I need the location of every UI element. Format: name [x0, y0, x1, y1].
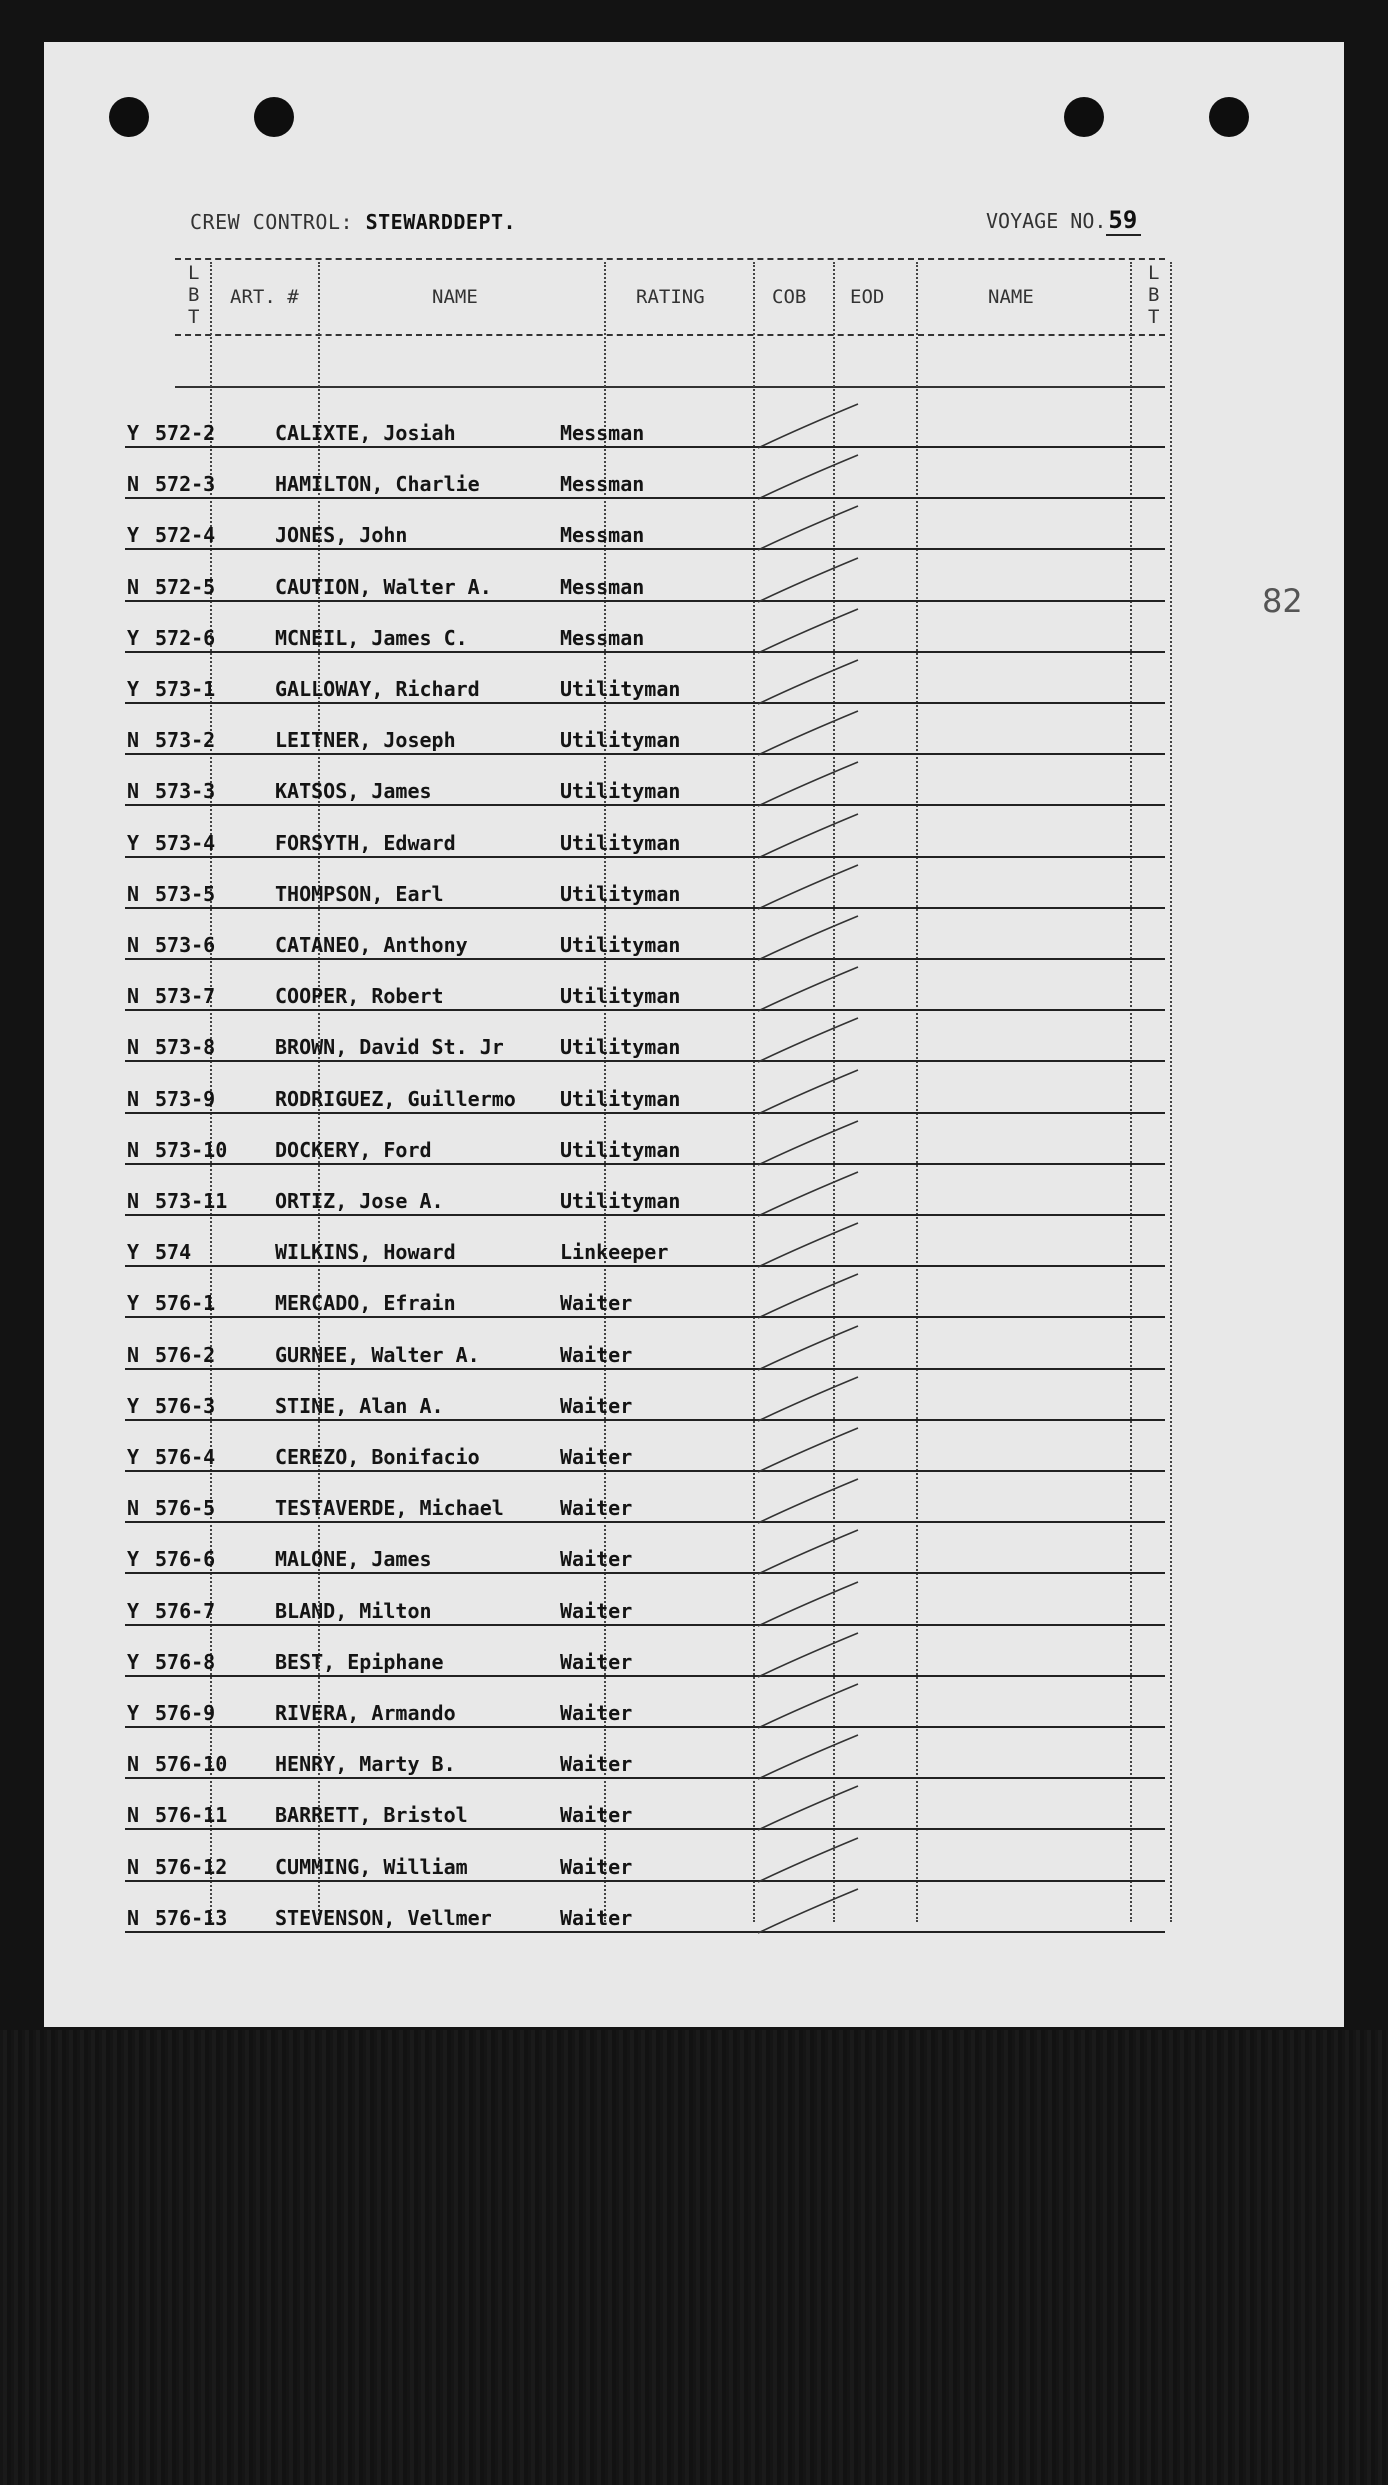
check-mark — [758, 865, 858, 909]
row-status: N — [127, 1087, 140, 1111]
row-status: Y — [127, 1650, 140, 1674]
article-number: 573-2 — [155, 728, 216, 752]
cob-column-header: COB — [772, 286, 807, 308]
article-number: 576-2 — [155, 1343, 216, 1367]
crew-name: BLAND, Milton — [275, 1599, 432, 1623]
crew-name: MALONE, James — [275, 1547, 432, 1571]
row-status: Y — [127, 831, 140, 855]
article-number: 572-5 — [155, 575, 216, 599]
row-status: N — [127, 1189, 140, 1213]
row-status: Y — [127, 421, 140, 445]
check-mark — [758, 1377, 858, 1421]
crew-rating: Utilityman — [560, 1138, 681, 1162]
check-mark — [758, 967, 858, 1011]
crew-rating: Waiter — [560, 1343, 633, 1367]
row-status: N — [127, 1343, 140, 1367]
rating-column-header: RATING — [636, 286, 705, 308]
crew-rating: Utilityman — [560, 677, 681, 701]
crew-rating: Utilityman — [560, 1087, 681, 1111]
crew-name: FORSYTH, Edward — [275, 831, 456, 855]
crew-rating: Utilityman — [560, 728, 681, 752]
crew-name: MCNEIL, James C. — [275, 626, 468, 650]
article-number: 573-5 — [155, 882, 216, 906]
crew-rating: Utilityman — [560, 1035, 681, 1059]
crew-rating: Messman — [560, 523, 645, 547]
check-mark — [758, 1018, 858, 1062]
article-number: 573-11 — [155, 1189, 228, 1213]
article-number: 574 — [155, 1240, 192, 1264]
row-status: Y — [127, 1394, 140, 1418]
check-mark — [758, 455, 858, 499]
crew-name: RIVERA, Armando — [275, 1701, 456, 1725]
crew-name: KATSOS, James — [275, 779, 432, 803]
check-mark — [758, 1223, 858, 1267]
crew-rating: Messman — [560, 626, 645, 650]
crew-rating: Waiter — [560, 1650, 633, 1674]
check-mark — [758, 506, 858, 550]
crew-name: GALLOWAY, Richard — [275, 677, 480, 701]
row-status: N — [127, 984, 140, 1008]
art-column-header: ART. # — [230, 286, 299, 308]
crew-rating: Waiter — [560, 1547, 633, 1571]
article-number: 576-4 — [155, 1445, 216, 1469]
department-name: STEWARDDEPT. — [365, 210, 517, 234]
row-status: Y — [127, 1701, 140, 1725]
crew-rating: Waiter — [560, 1599, 633, 1623]
crew-name: RODRIGUEZ, Guillermo — [275, 1087, 516, 1111]
crew-name: STINE, Alan A. — [275, 1394, 444, 1418]
check-mark — [758, 1582, 858, 1626]
row-status: Y — [127, 1445, 140, 1469]
crew-rating: Waiter — [560, 1445, 633, 1469]
article-number: 572-3 — [155, 472, 216, 496]
check-mark — [758, 404, 858, 448]
name2-column-header: NAME — [988, 286, 1034, 308]
voyage-number: 59 — [1106, 206, 1141, 236]
check-mark — [758, 1530, 858, 1574]
article-number: 572-6 — [155, 626, 216, 650]
crew-name: CEREZO, Bonifacio — [275, 1445, 480, 1469]
crew-rating: Waiter — [560, 1855, 633, 1879]
crew-rating: Waiter — [560, 1291, 633, 1315]
row-status: N — [127, 1035, 140, 1059]
check-mark — [758, 1633, 858, 1677]
article-number: 573-6 — [155, 933, 216, 957]
article-number: 576-13 — [155, 1906, 228, 1930]
crew-name: BARRETT, Bristol — [275, 1803, 468, 1827]
crew-rating: Utilityman — [560, 984, 681, 1008]
crew-name: LEITNER, Joseph — [275, 728, 456, 752]
row-status: N — [127, 1855, 140, 1879]
article-number: 576-9 — [155, 1701, 216, 1725]
row-status: N — [127, 933, 140, 957]
row-status: Y — [127, 1547, 140, 1571]
check-mark — [758, 1735, 858, 1779]
check-mark — [758, 1274, 858, 1318]
crew-rating: Messman — [560, 575, 645, 599]
row-status: N — [127, 1906, 140, 1930]
check-mark — [758, 1786, 858, 1830]
article-number: 576-10 — [155, 1752, 228, 1776]
article-number: 573-7 — [155, 984, 216, 1008]
margin-note: 82 — [1262, 582, 1303, 620]
row-status: N — [127, 575, 140, 599]
check-mark — [758, 1070, 858, 1114]
check-mark — [758, 558, 858, 602]
article-number: 573-1 — [155, 677, 216, 701]
row-status: N — [127, 728, 140, 752]
lbt-letter: B — [188, 284, 200, 306]
row-status: Y — [127, 626, 140, 650]
check-mark — [758, 762, 858, 806]
crew-name: GURNEE, Walter A. — [275, 1343, 480, 1367]
crew-name: STEVENSON, Vellmer — [275, 1906, 492, 1930]
crew-rating: Waiter — [560, 1496, 633, 1520]
check-mark — [758, 1428, 858, 1472]
article-number: 572-2 — [155, 421, 216, 445]
crew-rating: Utilityman — [560, 882, 681, 906]
crew-rating: Utilityman — [560, 779, 681, 803]
crew-rating: Utilityman — [560, 831, 681, 855]
crew-name: CATANEO, Anthony — [275, 933, 468, 957]
article-number: 576-6 — [155, 1547, 216, 1571]
row-status: Y — [127, 1599, 140, 1623]
row-status: N — [127, 1803, 140, 1827]
crew-name: TESTAVERDE, Michael — [275, 1496, 504, 1520]
row-status: N — [127, 472, 140, 496]
check-mark — [758, 609, 858, 653]
crew-name: DOCKERY, Ford — [275, 1138, 432, 1162]
crew-rating: Messman — [560, 472, 645, 496]
crew-rating: Waiter — [560, 1803, 633, 1827]
crew-name: COOPER, Robert — [275, 984, 444, 1008]
crew-control-label: CREW CONTROL: — [190, 210, 354, 234]
lbt-letter: B — [1148, 284, 1160, 306]
article-number: 576-1 — [155, 1291, 216, 1315]
crew-rating: Waiter — [560, 1394, 633, 1418]
lbt-letter: T — [188, 306, 200, 328]
crew-name: WILKINS, Howard — [275, 1240, 456, 1264]
row-status: N — [127, 882, 140, 906]
crew-name: CAUTION, Walter A. — [275, 575, 492, 599]
check-mark — [758, 1684, 858, 1728]
name-column-header: NAME — [432, 286, 478, 308]
article-number: 576-3 — [155, 1394, 216, 1418]
crew-rating: Waiter — [560, 1906, 633, 1930]
crew-name: CALIXTE, Josiah — [275, 421, 456, 445]
voyage-label: VOYAGE NO. — [986, 209, 1107, 233]
article-number: 573-3 — [155, 779, 216, 803]
article-number: 573-10 — [155, 1138, 228, 1162]
row-status: Y — [127, 677, 140, 701]
article-number: 576-12 — [155, 1855, 228, 1879]
row-status: N — [127, 779, 140, 803]
lbt-letter: T — [1148, 306, 1160, 328]
check-mark — [758, 814, 858, 858]
crew-rating: Utilityman — [560, 933, 681, 957]
check-mark — [758, 916, 858, 960]
article-number: 573-4 — [155, 831, 216, 855]
check-mark — [758, 1326, 858, 1370]
check-mark — [758, 1479, 858, 1523]
crew-rating: Waiter — [560, 1701, 633, 1725]
crew-name: THOMPSON, Earl — [275, 882, 444, 906]
article-number: 576-5 — [155, 1496, 216, 1520]
article-number: 573-9 — [155, 1087, 216, 1111]
check-mark — [758, 660, 858, 704]
article-number: 576-7 — [155, 1599, 216, 1623]
row-status: N — [127, 1752, 140, 1776]
crew-name: MERCADO, Efrain — [275, 1291, 456, 1315]
check-mark — [758, 1121, 858, 1165]
check-mark — [758, 1172, 858, 1216]
crew-name: ORTIZ, Jose A. — [275, 1189, 444, 1213]
article-number: 576-8 — [155, 1650, 216, 1674]
row-status: N — [127, 1138, 140, 1162]
check-mark — [758, 711, 858, 755]
crew-name: BEST, Epiphane — [275, 1650, 444, 1674]
row-status: Y — [127, 1291, 140, 1315]
crew-rating: Linkeeper — [560, 1240, 669, 1264]
crew-name: JONES, John — [275, 523, 408, 547]
check-mark — [758, 1889, 858, 1933]
crew-name: HAMILTON, Charlie — [275, 472, 480, 496]
eod-column-header: EOD — [850, 286, 885, 308]
crew-rating: Utilityman — [560, 1189, 681, 1213]
article-number: 576-11 — [155, 1803, 228, 1827]
crew-name: CUMMING, William — [275, 1855, 468, 1879]
check-mark — [758, 1838, 858, 1882]
row-status: Y — [127, 1240, 140, 1264]
row-status: Y — [127, 523, 140, 547]
crew-name: HENRY, Marty B. — [275, 1752, 456, 1776]
row-status: N — [127, 1496, 140, 1520]
article-number: 572-4 — [155, 523, 216, 547]
lbt-letter: L — [1148, 262, 1160, 284]
article-number: 573-8 — [155, 1035, 216, 1059]
crew-rating: Waiter — [560, 1752, 633, 1776]
lbt-letter: L — [188, 262, 200, 284]
crew-name: BROWN, David St. Jr — [275, 1035, 504, 1059]
crew-rating: Messman — [560, 421, 645, 445]
